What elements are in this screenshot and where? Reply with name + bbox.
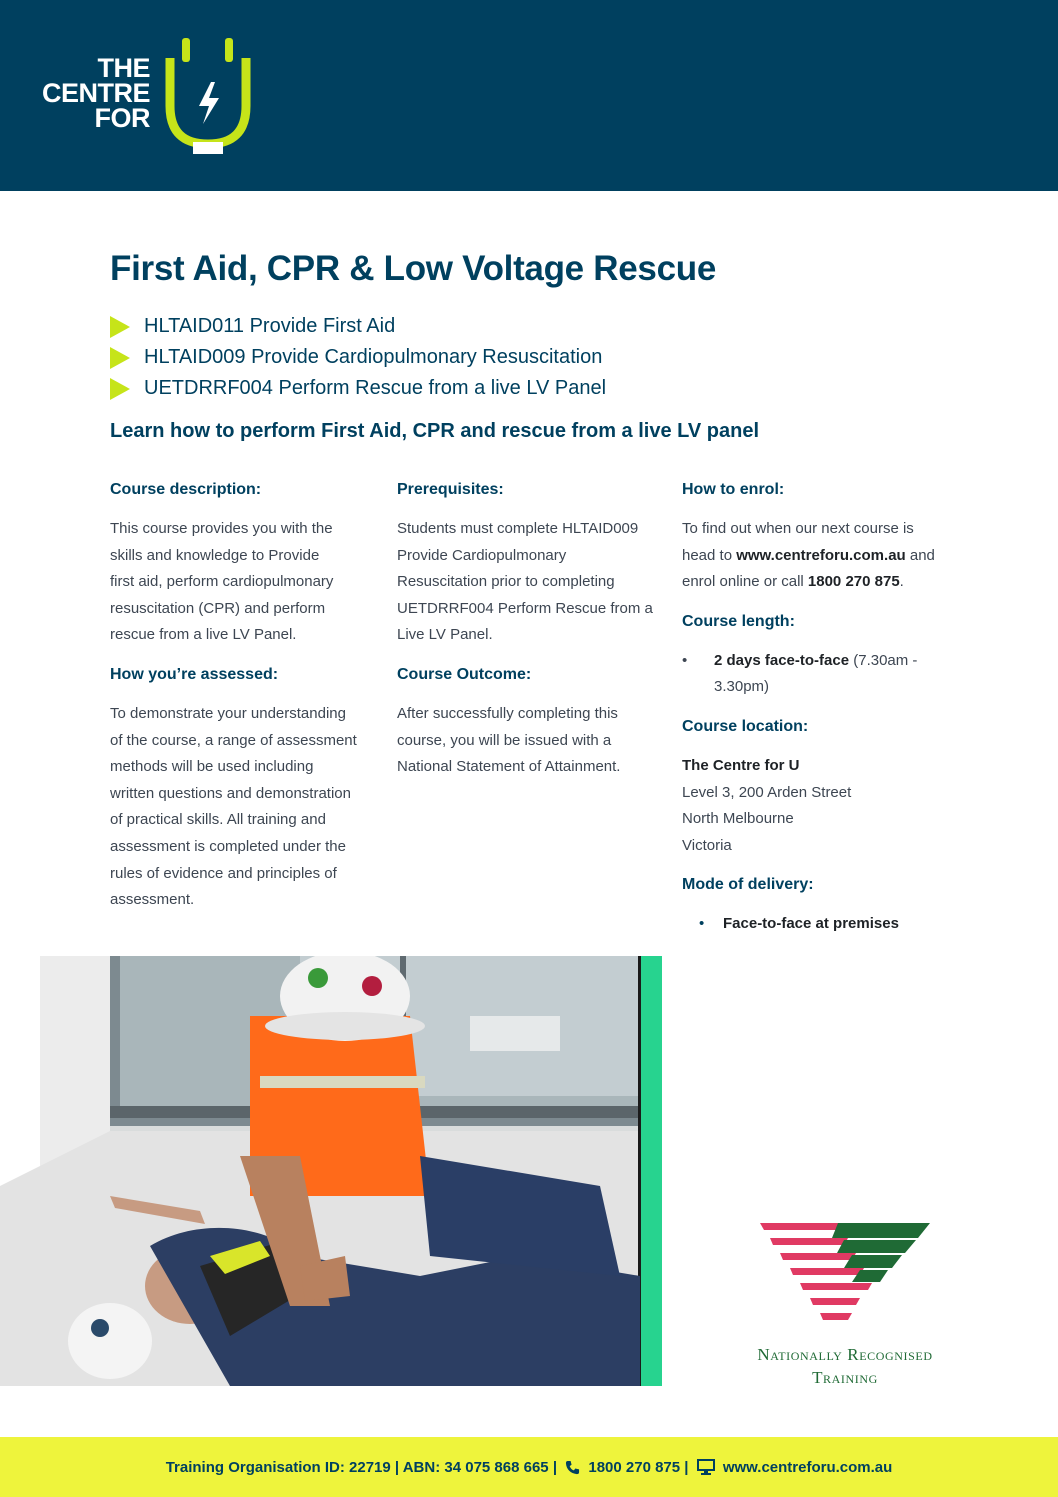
tagline: Learn how to perform First Aid, CPR and rescue from a live LV panel — [110, 420, 760, 442]
unit-label: HLTAID011 Provide First Aid — [144, 315, 396, 337]
monitor-icon — [697, 1459, 715, 1475]
footer-contact — [0, 1458, 1058, 1476]
assessed-heading: How you’re assessed: — [110, 665, 279, 683]
nrt-chevron-icon — [740, 1220, 950, 1340]
text-line: assessment. — [110, 891, 195, 909]
length-hours: (7.30am - — [849, 651, 918, 669]
brand-logo[interactable] — [36, 36, 266, 161]
column-left — [110, 480, 378, 914]
website-link[interactable]: www.centreforu.com.au — [736, 546, 906, 564]
text-line: written questions and demonstration — [110, 784, 351, 802]
nrt-line-1: Nationally Recognised — [757, 1345, 933, 1364]
text-line: National Statement of Attainment. — [397, 758, 621, 776]
spacer — [397, 649, 665, 665]
text-line: Live LV Panel. — [397, 626, 493, 644]
spacer — [682, 859, 962, 875]
column-right — [682, 480, 962, 938]
text-line — [714, 648, 962, 675]
location-heading: Course location: — [682, 717, 809, 735]
column-middle — [397, 480, 665, 781]
outcome-heading: Course Outcome: — [397, 665, 532, 683]
unit-item — [110, 373, 606, 404]
text-line: To find out when our next course is — [682, 520, 914, 537]
enrol-text — [682, 516, 962, 596]
text-line: Students must complete HLTAID009 — [397, 520, 639, 537]
text-line: North Melbourne — [682, 810, 794, 828]
logo-line-centre: CENTRE — [41, 78, 150, 108]
nrt-line-2: Training — [812, 1368, 878, 1387]
text-line: After successfully completing this — [397, 704, 618, 722]
course-description-text — [110, 516, 378, 649]
text-line: course, you will be issued with a — [397, 731, 612, 749]
outcome-text — [397, 701, 665, 781]
unit-label: HLTAID009 Provide Cardiopulmonary Resuscitation — [144, 346, 603, 368]
text-line: resuscitation (CPR) and perform — [110, 599, 326, 617]
text-fragment: head to — [682, 546, 737, 564]
text-fragment: and — [905, 546, 935, 564]
text-line — [682, 543, 962, 570]
spacer — [682, 596, 962, 612]
delivery-item: Face-to-face at premises — [723, 915, 899, 933]
text-line: first aid, perform cardiopulmonary — [110, 573, 334, 591]
text-line: Provide Cardiopulmonary — [397, 546, 567, 564]
footer-website-link[interactable]: www.centreforu.com.au — [722, 1458, 893, 1476]
cpr-photo-illustration — [0, 956, 662, 1386]
text-line: 3.30pm) — [714, 678, 770, 696]
text-line: This course provides you with the — [110, 520, 333, 537]
arrow-bullet-icon — [110, 347, 130, 369]
prerequisites-text — [397, 516, 665, 649]
phone-link[interactable]: 1800 270 875 — [807, 573, 900, 591]
text-line: of practical skills. All training and — [110, 811, 326, 829]
arrow-bullet-icon — [110, 316, 130, 338]
text-line: UETDRRF004 Perform Rescue from a — [397, 599, 653, 617]
text-line: Victoria — [682, 836, 732, 854]
prerequisites-heading: Prerequisites: — [397, 481, 504, 498]
page-title: First Aid, CPR & Low Voltage Rescue — [110, 249, 716, 288]
text-line: rules of evidence and principles of — [110, 864, 337, 882]
text-line: skills and knowledge to Provide — [110, 546, 320, 564]
spacer — [110, 649, 378, 665]
text-line: To demonstrate your understanding — [110, 704, 346, 722]
phone-icon — [565, 1460, 580, 1475]
cpr-training-photo — [0, 956, 662, 1386]
bullet-icon: • — [682, 651, 688, 669]
plug-icon — [161, 36, 256, 161]
length-duration: 2 days face-to-face — [714, 651, 850, 669]
logo-wordmark — [41, 53, 150, 133]
assessed-text — [110, 701, 378, 914]
enrol-heading: How to enrol: — [682, 481, 785, 498]
text-line: methods will be used including — [110, 758, 314, 776]
text-line: Level 3, 200 Arden Street — [682, 783, 852, 801]
text-fragment: . — [899, 573, 904, 591]
text-line: assessment is completed under the — [110, 837, 346, 855]
logo-line-the: THE — [97, 53, 150, 83]
length-heading: Course length: — [682, 612, 795, 630]
unit-item — [110, 342, 606, 373]
text-line: Resuscitation prior to completing — [397, 573, 615, 591]
text-line — [682, 569, 962, 596]
length-bullet — [682, 648, 962, 701]
bullet-icon: • — [699, 915, 705, 933]
location-name: The Centre for U — [682, 756, 800, 774]
delivery-bullet — [682, 911, 962, 938]
logo-line-for: FOR — [94, 103, 150, 133]
nrt-logo — [740, 1220, 950, 1385]
text-line: of the course, a range of assessment — [110, 731, 357, 749]
course-description-heading: Course description: — [110, 481, 262, 498]
unit-item — [110, 311, 606, 342]
location-address — [682, 753, 962, 859]
delivery-heading: Mode of delivery: — [682, 876, 814, 894]
spacer — [682, 701, 962, 717]
header-banner — [0, 0, 1058, 191]
text-fragment: enrol online or call — [682, 573, 808, 591]
text-line: rescue from a live LV Panel. — [110, 626, 297, 644]
arrow-bullet-icon — [110, 378, 130, 400]
unit-label: UETDRRF004 Perform Rescue from a live LV Panel — [144, 377, 607, 399]
footer-org-abn: Training Organisation ID: 22719 | ABN: 34 075 868 665 | — [165, 1458, 558, 1476]
footer-phone[interactable]: 1800 270 875 | — [588, 1458, 689, 1476]
unit-list — [110, 311, 606, 404]
